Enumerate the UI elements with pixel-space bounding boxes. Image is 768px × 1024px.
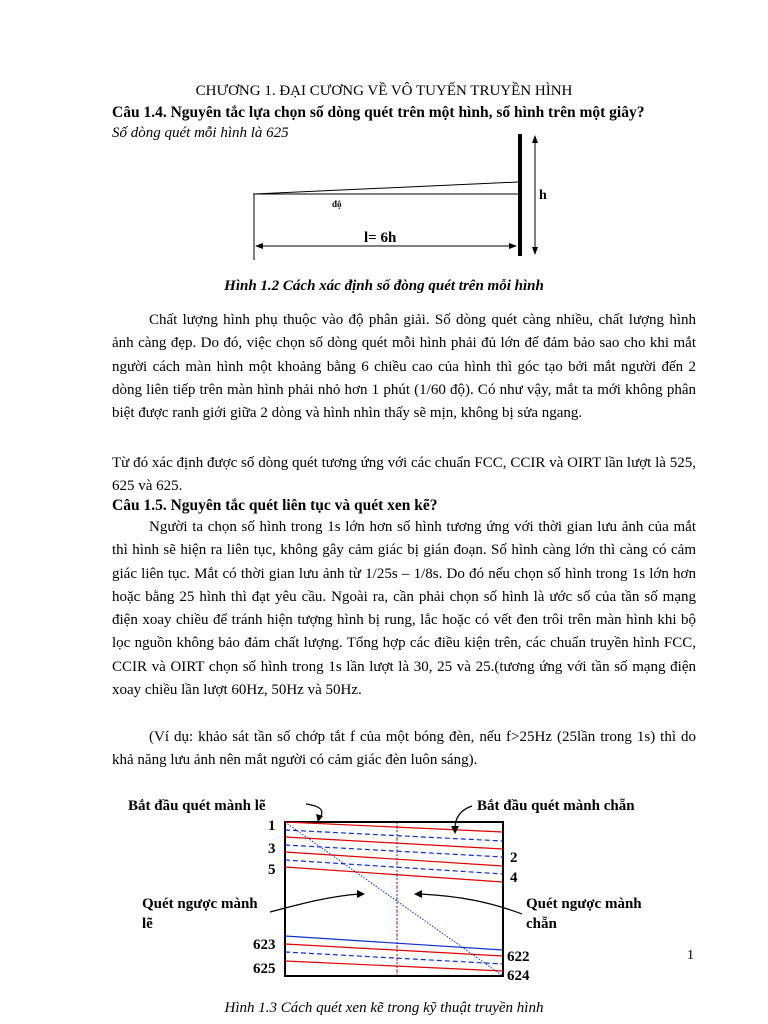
arrow-retrace-even bbox=[420, 894, 522, 914]
odd-field-lines bbox=[285, 822, 503, 971]
label-retrace-odd-1: Quét ngược mành bbox=[142, 896, 258, 912]
page-number: 1 bbox=[687, 948, 694, 963]
line-number-3: 3 bbox=[268, 841, 276, 857]
line-number-5: 5 bbox=[268, 862, 276, 878]
even-field-lines bbox=[285, 830, 503, 964]
line-number-623: 623 bbox=[253, 937, 276, 953]
chapter-title: CHƯƠNG 1. ĐẠI CƯƠNG VỀ VÔ TUYẾN TRUYỀN HÌNH bbox=[195, 83, 573, 99]
figure-1-2-caption: Hình 1.2 Cách xác định số đòng quét trên mỗi hình bbox=[224, 278, 544, 294]
ray-upper bbox=[253, 182, 518, 194]
figure-1-3-caption: Hình 1.3 Cách quét xen kẽ trong kỹ thuật truyền hình bbox=[224, 1000, 544, 1016]
line-number-624: 624 bbox=[507, 968, 530, 984]
label-distance: l= 6h bbox=[364, 230, 397, 246]
label-do: độ bbox=[332, 199, 342, 209]
figure-1-3-diagram bbox=[120, 784, 680, 994]
label-start-odd-field: Bắt đầu quét mành lẽ bbox=[128, 798, 266, 814]
question-1-4-answer: Số dòng quét mỗi hình là 625 bbox=[112, 125, 289, 141]
line-number-1: 1 bbox=[268, 818, 276, 834]
question-1-5-paragraph-1: Người ta chọn số hình trong 1s lớn hơn số hình tương ứng với thời gian lưu ảnh của mắt thì hình sẽ hiện ra liên tục, không gây cảm giác bị gián đoạn. Số hình càng lớn thì càng có cảm giác liên tục. Mắt có thời gian lưu ảnh từ 1/25s – 1/8s. Do đó nếu chọn số hình trong 1s lớn hơn hoặc bằng 25 hình thì đạt yêu cầu. Ngoài ra, cần phải chọn số hình là ước số của tần số mạng điện xoay chiều để tránh hiện tượng hình bị rung, lắc hoặc có vết đen trôi trên màn hình khi bộ lọc nguồn không bảo đảm chất lượng. Tổng hợp các điều kiện trên, các chuẩn truyền hình FCC, CCIR và OIRT chọn số hình trong 1s lần lượt là 30, 25 và 25.(tương ứng với tần số mạng điện xoay chiều lần lượt 60Hz, 50Hz và 50Hz. bbox=[112, 519, 696, 699]
line-number-622: 622 bbox=[507, 949, 530, 965]
label-retrace-even-2: chẵn bbox=[526, 916, 557, 932]
label-retrace-odd-2: lẽ bbox=[142, 916, 153, 932]
label-retrace-even-1: Quét ngược mành bbox=[526, 896, 642, 912]
retrace-odd bbox=[285, 822, 503, 976]
question-1-4-paragraph-2: Từ đó xác định được số dòng quét tương ứng với các chuẩn FCC, CCIR và OIRT lần lượt là 525, 625 và 625. bbox=[112, 455, 696, 495]
label-h: h bbox=[539, 188, 547, 203]
label-start-even-field: Bắt đầu quét mành chẵn bbox=[477, 798, 635, 814]
bottom-blue-lines bbox=[285, 936, 503, 950]
line-number-4: 4 bbox=[510, 870, 518, 886]
arrow-start-even bbox=[455, 806, 472, 829]
line-number-625: 625 bbox=[253, 961, 276, 977]
question-1-4-heading: Câu 1.4. Nguyên tắc lựa chọn số dòng quét trên một hình, số hình trên một giây? bbox=[112, 104, 645, 121]
question-1-5-paragraph-2: (Ví dụ: khảo sát tần số chớp tắt f của một bóng đèn, nếu f>25Hz (25lần trong 1s) thì do khả năng lưu ảnh nên mắt người có cảm giác đèn luôn sáng). bbox=[112, 729, 696, 769]
figure-1-2-diagram bbox=[240, 128, 560, 268]
question-1-4-paragraph-1: Chất lượng hình phụ thuộc vào độ phân giải. Số dòng quét càng nhiều, chất lượng hình ảnh càng đẹp. Do đó, việc chọn số dòng quét mỗi hình phải đủ lớn để đảm bảo sao cho khi mắt người cách màn hình một khoảng bằng 6 chiều cao của hình thì góc tạo bởi mắt người đến 2 dòng liên tiếp trên màn hình phải nhỏ hơn 1 phút (1/60 độ). Có như vậy, mắt ta mới không phân biệt được ranh giới giữa 2 dòng và hình nhìn thấy sẽ mịn, không bị sửa ngang. bbox=[112, 312, 696, 422]
arrow-retrace-odd bbox=[270, 894, 360, 912]
line-number-2: 2 bbox=[510, 850, 518, 866]
question-1-5-heading: Câu 1.5. Nguyên tắc quét liên tục và quét xen kẽ? bbox=[112, 497, 438, 514]
